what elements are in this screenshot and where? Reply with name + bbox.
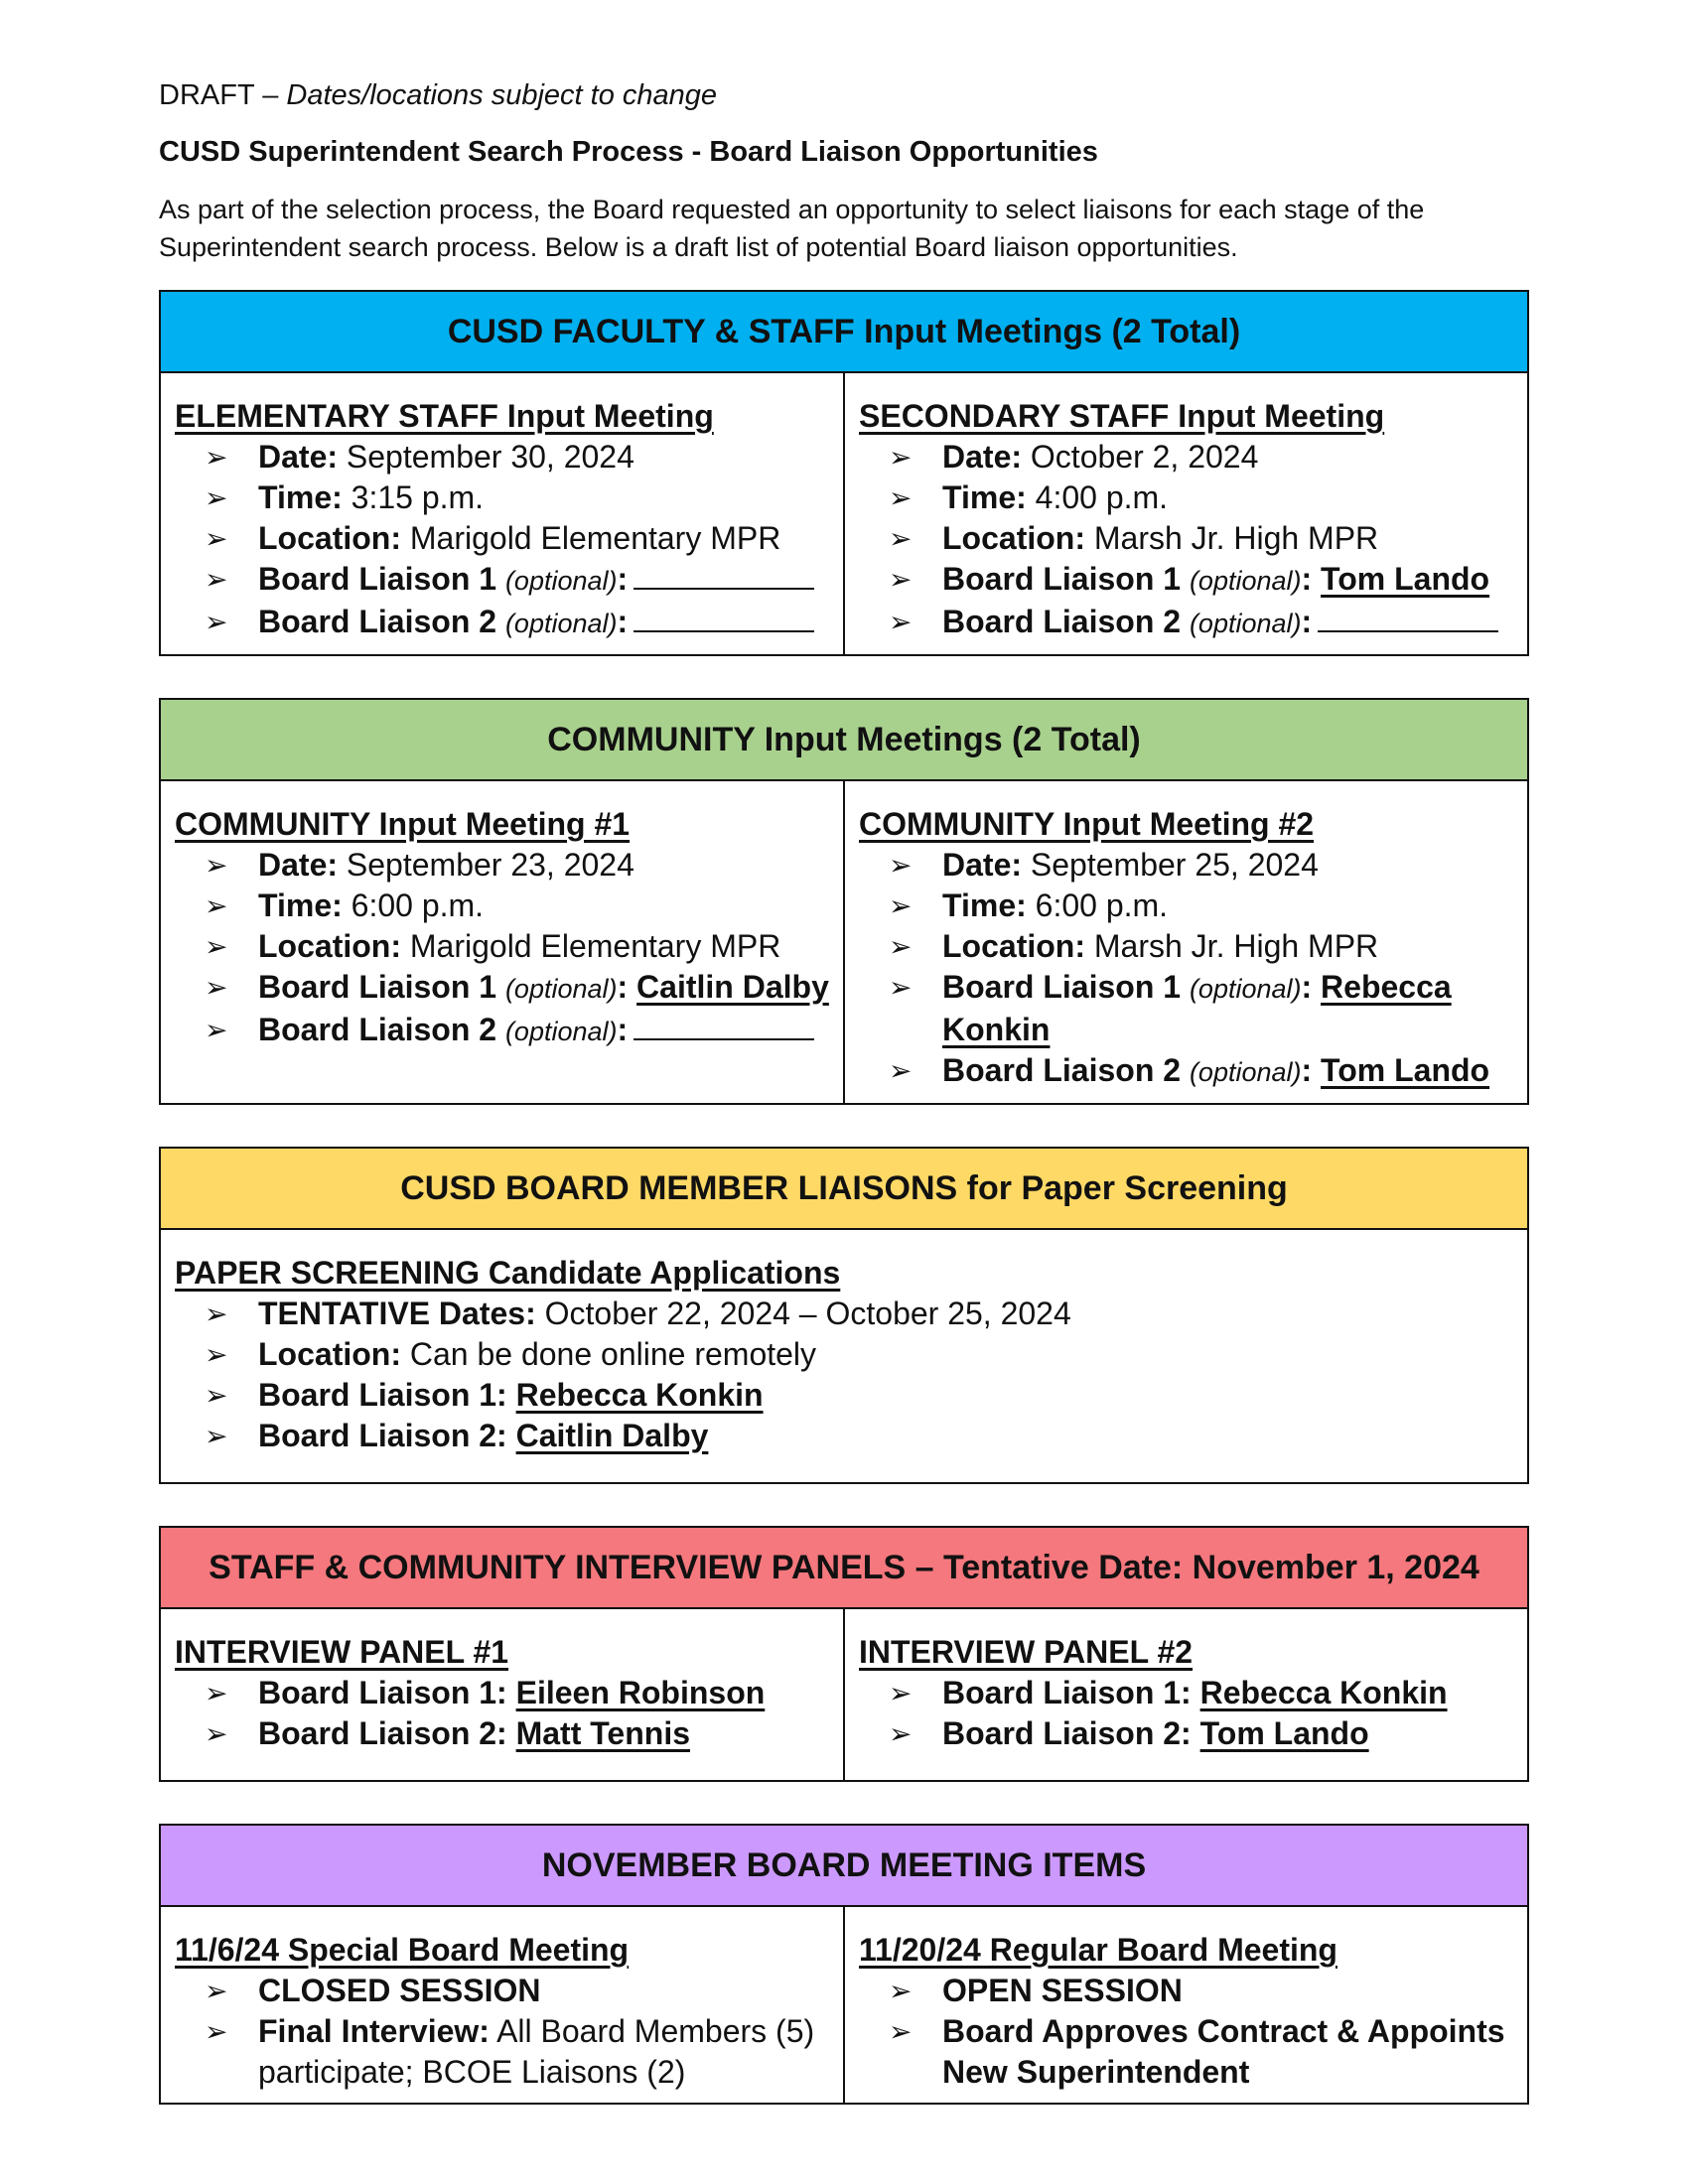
arrow-bullet-icon: ➢ [205,523,228,554]
liaison-name: Caitlin Dalby [515,1418,709,1453]
list-item: ➢ Board Liaison 2 (optional): [175,1010,843,1052]
document-title: CUSD Superintendent Search Process - Board Liaison Opportunities [159,136,1098,168]
arrow-bullet-icon: ➢ [205,972,228,1003]
blank-line [633,560,814,590]
list-item: ➢ Board Liaison 1: Rebecca Konkin [175,1375,1527,1416]
list-item: ➢ Board Liaison 1: Eileen Robinson [175,1673,843,1713]
meeting-title: 11/6/24 Special Board Meeting [175,1932,630,1968]
liaison-name: Matt Tennis [515,1715,690,1751]
draft-note: Dates/locations subject to change [286,79,718,111]
list-item: ➢ Time: 4:00 p.m. [859,478,1527,518]
intro-paragraph: As part of the selection process, the Board requested an opportunity to select liaisons for each stage of the Superintendent search process. Below is a draft list of potential Board liaison opportunities. [159,195,1425,262]
faculty-staff-section [159,290,1529,656]
arrow-bullet-icon: ➢ [205,1339,228,1370]
arrow-bullet-icon: ➢ [889,482,913,513]
liaison-name: Rebecca Konkin [1199,1675,1448,1710]
list-item: ➢ Board Liaison 1 (optional): Tom Lando [859,559,1527,602]
arrow-bullet-icon: ➢ [205,2016,228,2047]
arrow-bullet-icon: ➢ [889,1055,913,1086]
list-item: ➢ Date: September 25, 2024 [859,845,1527,886]
elementary-staff-meeting [161,373,843,654]
list-item: ➢ Location: Marigold Elementary MPR [175,518,843,559]
list-item: ➢ Board Liaison 2 (optional): [859,602,1527,644]
arrow-bullet-icon: ➢ [889,523,913,554]
meeting-title: INTERVIEW PANEL #1 [175,1634,509,1670]
special-board-meeting [161,1907,843,2103]
arrow-bullet-icon: ➢ [205,482,228,513]
paper-screening-section [159,1147,1529,1484]
draft-label: DRAFT – [159,79,287,111]
liaison-name: Tom Lando [1321,561,1490,597]
arrow-bullet-icon: ➢ [205,564,228,595]
paper-screening-details [161,1230,1527,1482]
list-item: ➢ Board Liaison 1 (optional): [175,559,843,602]
list-item: ➢ Time: 3:15 p.m. [175,478,843,518]
list-item: ➢ Board Liaison 2 (optional): Tom Lando [859,1050,1527,1093]
liaison-name: Caitlin Dalby [636,969,829,1005]
arrow-bullet-icon: ➢ [205,1298,228,1329]
list-item: ➢ Final Interview: All Board Members (5) participate; BCOE Liaisons (2) [205,2013,815,2090]
list-item: ➢ CLOSED SESSION [175,1971,843,2011]
list-item: ➢ Location: Marsh Jr. High MPR [859,518,1527,559]
secondary-staff-meeting [843,373,1527,654]
list-item: ➢ Board Liaison 2: Matt Tennis [175,1713,843,1754]
november-meetings-section [159,1824,1529,2105]
arrow-bullet-icon: ➢ [889,890,913,921]
interview-panel-2 [843,1609,1527,1780]
meeting-title: PAPER SCREENING Candidate Applications [175,1255,841,1291]
arrow-bullet-icon: ➢ [205,1678,228,1708]
list-item: ➢ Time: 6:00 p.m. [859,886,1527,926]
list-item: ➢ Board Approves Contract & Appoints New Superintendent [889,2013,1505,2090]
list-item: ➢ Time: 6:00 p.m. [175,886,843,926]
arrow-bullet-icon: ➢ [205,850,228,881]
community-header: COMMUNITY Input Meetings (2 Total) [161,700,1527,781]
meeting-title: 11/20/24 Regular Board Meeting [859,1932,1337,1968]
arrow-bullet-icon: ➢ [889,1976,913,2006]
meeting-title: COMMUNITY Input Meeting #2 [859,806,1315,842]
liaison-name: Tom Lando [1199,1715,1369,1751]
list-item: ➢ Board Liaison 2: Caitlin Dalby [175,1416,1527,1456]
document-page [159,79,1529,2105]
list-item: ➢ Location: Can be done online remotely [175,1334,1527,1375]
liaison-name: Eileen Robinson [515,1675,766,1710]
regular-board-meeting [843,1907,1527,2103]
community-meeting-2 [843,781,1527,1103]
arrow-bullet-icon: ➢ [205,1976,228,2006]
list-item: ➢ Location: Marigold Elementary MPR [175,926,843,967]
community-meeting-1 [161,781,843,1103]
meeting-title: SECONDARY STAFF Input Meeting [859,398,1385,434]
interview-panels-section [159,1526,1529,1782]
liaison-name: Rebecca Konkin [942,969,1452,1047]
interview-panel-1 [161,1609,843,1780]
list-item: ➢ Board Liaison 1 (optional): Rebecca Konkin [889,969,1452,1047]
meeting-title: INTERVIEW PANEL #2 [859,1634,1194,1670]
list-item: ➢ Date: September 30, 2024 [175,437,843,478]
list-item: ➢ TENTATIVE Dates: October 22, 2024 – October 25, 2024 [175,1294,1527,1334]
draft-notice [159,79,1529,112]
meeting-title: COMMUNITY Input Meeting #1 [175,806,631,842]
arrow-bullet-icon: ➢ [889,442,913,473]
list-item: ➢ Board Liaison 2 (optional): [175,602,843,644]
paper-screening-header: CUSD BOARD MEMBER LIAISONS for Paper Screening [161,1149,1527,1230]
arrow-bullet-icon: ➢ [889,972,913,1003]
arrow-bullet-icon: ➢ [205,607,228,637]
list-item: ➢ Date: September 23, 2024 [175,845,843,886]
interview-panels-header: STAFF & COMMUNITY INTERVIEW PANELS – Tentative Date: November 1, 2024 [161,1528,1527,1609]
arrow-bullet-icon: ➢ [205,1015,228,1045]
blank-line [1318,603,1498,632]
list-item: ➢ Date: October 2, 2024 [859,437,1527,478]
liaison-name: Rebecca Konkin [515,1377,764,1413]
arrow-bullet-icon: ➢ [889,564,913,595]
arrow-bullet-icon: ➢ [205,1380,228,1411]
arrow-bullet-icon: ➢ [889,850,913,881]
arrow-bullet-icon: ➢ [889,931,913,962]
arrow-bullet-icon: ➢ [205,1718,228,1749]
arrow-bullet-icon: ➢ [205,890,228,921]
meeting-title: ELEMENTARY STAFF Input Meeting [175,398,714,434]
list-item: ➢ Location: Marsh Jr. High MPR [859,926,1527,967]
arrow-bullet-icon: ➢ [889,607,913,637]
arrow-bullet-icon: ➢ [889,2016,913,2047]
arrow-bullet-icon: ➢ [205,1421,228,1451]
list-item: ➢ Board Liaison 1 (optional): Caitlin Dalby [175,967,843,1010]
list-item: ➢ Board Liaison 1: Rebecca Konkin [859,1673,1527,1713]
list-item: ➢ Board Liaison 2: Tom Lando [859,1713,1527,1754]
liaison-name: Tom Lando [1321,1052,1490,1088]
blank-line [633,1011,814,1040]
arrow-bullet-icon: ➢ [205,931,228,962]
arrow-bullet-icon: ➢ [889,1678,913,1708]
community-section [159,698,1529,1105]
faculty-staff-header: CUSD FACULTY & STAFF Input Meetings (2 Total) [161,292,1527,373]
november-meetings-header: NOVEMBER BOARD MEETING ITEMS [161,1826,1527,1907]
blank-line [633,603,814,632]
arrow-bullet-icon: ➢ [889,1718,913,1749]
list-item: ➢ OPEN SESSION [859,1971,1527,2011]
arrow-bullet-icon: ➢ [205,442,228,473]
